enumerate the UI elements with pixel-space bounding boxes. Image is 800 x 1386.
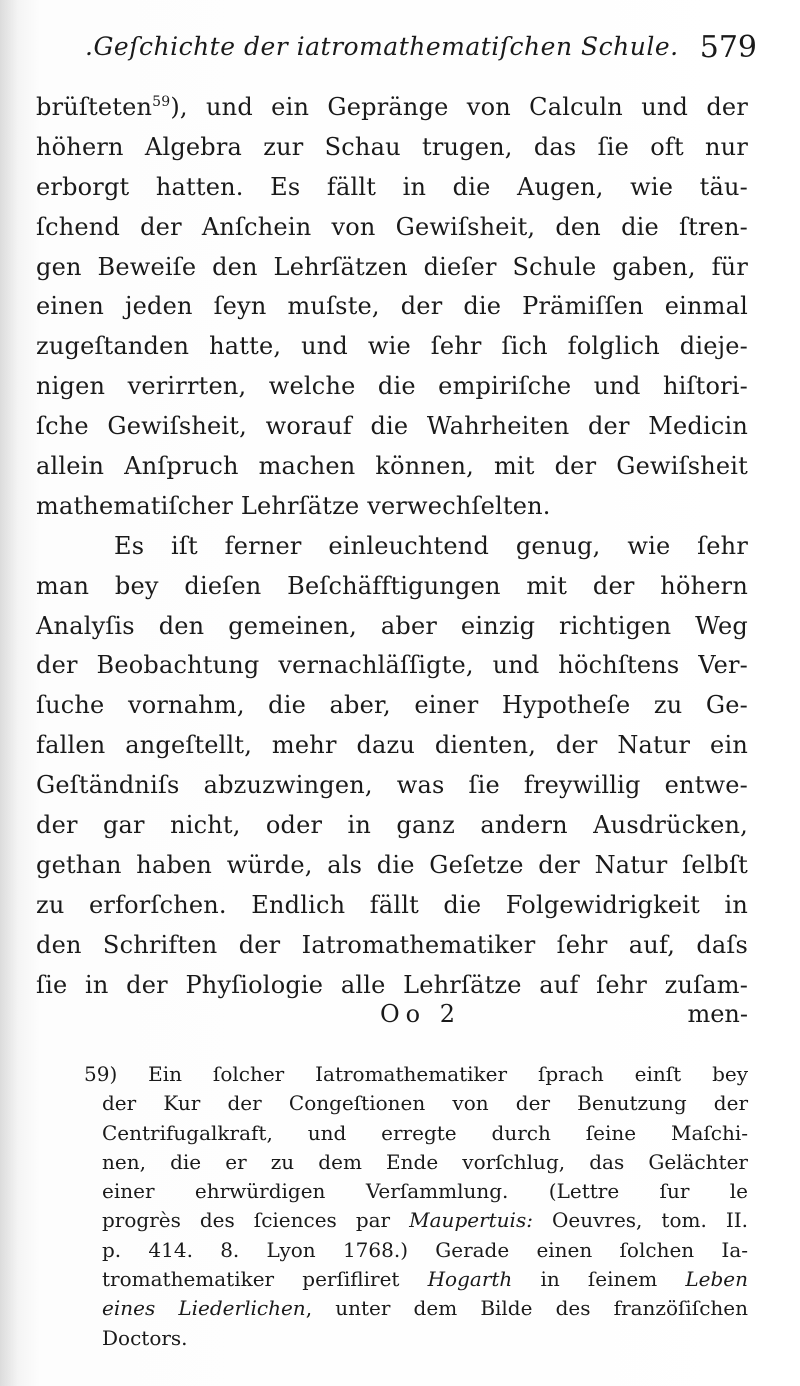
text-line-9: ſche Gewiſsheit, worauf die Wahrheiten der Medicin [36, 412, 748, 441]
text-line-5: gen Beweiſe den Lehrſätzen dieſer Schule gaben, für [36, 252, 748, 281]
work-title-liederlichen: eines Liederlichen [102, 1296, 306, 1321]
text-line-14: Analyſis den gemeinen, aber einzig richtigen Weg [36, 611, 748, 640]
text-line-1: brüſteten$^{59}$), und ein Gepränge von Calculn und der [36, 93, 748, 121]
footnote-line-7: p. 414. 8. Lyon 1768.) Gerade einen ſolchen Ia- [102, 1237, 748, 1262]
text-line-23: ſie in der Phyſiologie alle Lehrſätze auf ſehr zuſam- [36, 970, 748, 999]
footnote-line-3: Centrifugalkraft, und erregte durch ſeine Maſchi- [102, 1120, 748, 1145]
text-line-13: man bey dieſen Beſchäfftigungen mit der höhern [36, 571, 748, 600]
text-line-18: Geſtändniſs abzuzwingen, was ſie freywillig entwe- [36, 771, 748, 800]
running-head: .Geſchichte der iatromathematiſchen Schule. [85, 32, 679, 61]
text-line-22: den Schriften der Iatromathematiker ſehr auf, daſs [36, 930, 748, 959]
footnote-line-10: Doctors. [102, 1325, 188, 1350]
text-line-20: gethan haben würde, als die Geſetze der Natur ſelbſt [36, 850, 748, 879]
text-line-17: fallen angeſtellt, mehr dazu dienten, der Natur ein [36, 731, 748, 760]
author-hogarth: Hogarth [399, 1267, 513, 1292]
text-line-21: zu erforſchen. Endlich fällt die Folgewidrigkeit in [36, 890, 748, 919]
page-number: 579 [699, 30, 757, 65]
footnote-line-2: der Kur der Congeſtionen von der Benutzung der [102, 1091, 748, 1116]
author-maupertuis: Maupertuis: [409, 1208, 533, 1233]
footnote-line-9: eines Liederlichen, unter dem Bilde des franzöſiſchen [102, 1296, 749, 1321]
text-line-19: der gar nicht, oder in ganz andern Ausdrücken, [36, 811, 748, 840]
text-line-11: mathematiſcher Lehrſätze verwechſelten. [36, 491, 551, 520]
page-footer [36, 1000, 748, 1040]
text-line-8: nigen verirrten, welche die empiriſche und hiſtori- [36, 372, 748, 401]
work-title-leben: Leben [685, 1267, 748, 1292]
text-line-12: Es iſt ferner einleuchtend genug, wie ſehr [114, 531, 748, 560]
footnote-line-6: progrès des ſciences par Maupertuis: Oeuvres, tom. II. [102, 1208, 749, 1233]
text-line-3: erborgt hatten. Es fällt in die Augen, wie täu- [36, 172, 748, 201]
text-line-16: ſuche vornahm, die aber, einer Hypotheſe zu Ge- [36, 691, 748, 720]
footnote-line-8: tromathematiker perſifliret Hogarth in ſeinem Leben [102, 1267, 748, 1292]
footnote-block [84, 1060, 748, 1353]
main-text [36, 88, 748, 1005]
page-header [85, 30, 757, 70]
text-line-6: einen jeden ſeyn muſste, der die Prämiſſen einmal [36, 292, 748, 321]
footnote-line-5: einer ehrwürdigen Verſammlung. (Lettre ſur le [102, 1179, 748, 1204]
text-line-15: der Beobachtung vernachläſſigte, und höchſtens Ver- [36, 651, 748, 680]
text-line-4: ſchend der Anſchein von Gewiſsheit, den die ſtren- [36, 212, 748, 241]
text-line-2: höhern Algebra zur Schau trugen, das ſie oft nur [36, 132, 748, 161]
footnote-ref[interactable]: 59 [152, 94, 171, 110]
signature-mark: Oo 2 [380, 1000, 462, 1028]
footnote-line-4: nen, die er zu dem Ende vorſchlug, das Gelächter [102, 1149, 748, 1174]
text-line-7: zugeſtanden hatte, und wie ſehr ſich folglich dieje- [36, 332, 748, 361]
text-line-10: allein Anſpruch machen können, mit der Gewiſsheit [36, 452, 748, 481]
catchword: men- [687, 1000, 748, 1028]
footnote-line-1: 59) Ein ſolcher Iatromathematiker ſprach einſt bey [84, 1062, 748, 1086]
